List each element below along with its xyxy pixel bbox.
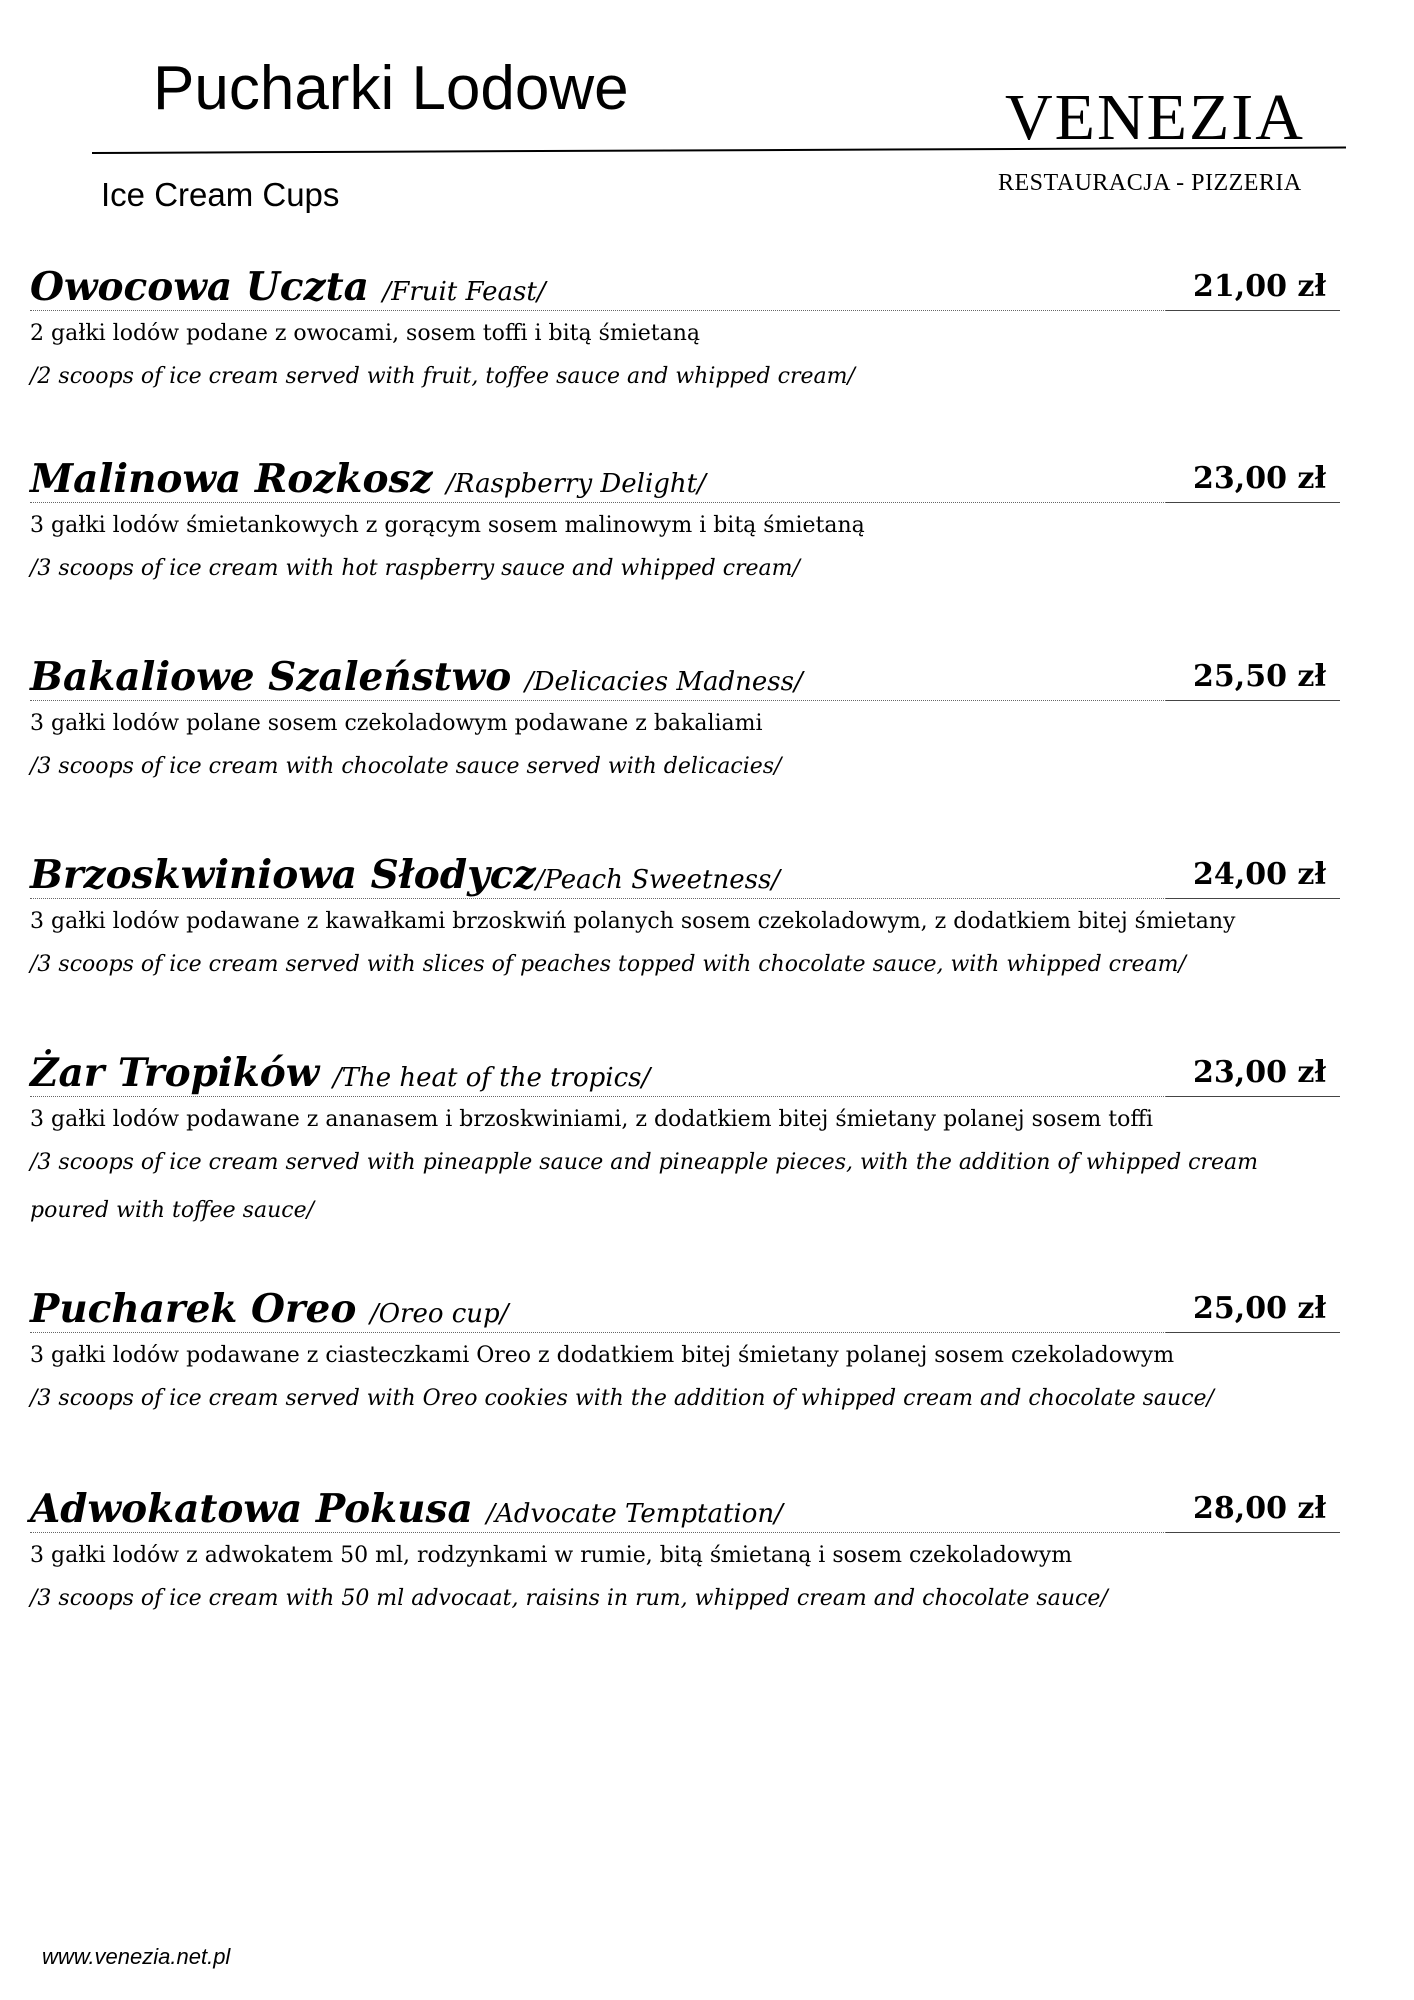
menu-item-header (30, 1484, 1340, 1533)
item-english-name: /Peach Sweetness/ (535, 865, 781, 896)
item-name-wrapper (30, 457, 706, 502)
item-description-pl: 3 gałki lodów śmietankowych z gorącym sosem malinowym i bitą śmietaną (30, 513, 865, 538)
footer-website-url: www.venezia.net.pl (42, 1944, 231, 1969)
price-underline (1166, 1332, 1340, 1333)
menu-item-adwokatowa-pokusa (30, 1484, 1340, 1623)
item-price: 25,00 zł (1193, 1291, 1326, 1326)
item-description-pl: 3 gałki lodów podawane z ciasteczkami Oreo z dodatkiem bitej śmietany polanej sosem czekoladowym (30, 1343, 1175, 1368)
item-english-name: /Oreo cup/ (369, 1299, 509, 1330)
item-name: Pucharek Oreo (30, 1286, 357, 1333)
item-description-en: /3 scoops of ice cream with 50 ml advocaat, raisins in rum, whipped cream and chocolate sauce/ (30, 1586, 1108, 1611)
item-english-name: /Delicacies Madness/ (524, 667, 803, 698)
item-name-wrapper (30, 1287, 508, 1332)
menu-item-header (30, 652, 1340, 701)
item-name-wrapper (30, 1051, 650, 1096)
item-price: 23,00 zł (1193, 461, 1326, 496)
item-price: 25,50 zł (1193, 659, 1326, 694)
price-underline (1166, 1532, 1340, 1533)
item-english-name: /Raspberry Delight/ (446, 469, 706, 500)
item-name-wrapper (30, 265, 546, 310)
item-description-en: /2 scoops of ice cream served with fruit, toffee sauce and whipped cream/ (30, 364, 855, 389)
page-subtitle: Ice Cream Cups (101, 176, 340, 213)
page-title: Pucharki Lodowe (153, 54, 629, 123)
item-price: 24,00 zł (1193, 857, 1326, 892)
menu-item-header (30, 1048, 1340, 1097)
item-english-name: /The heat of the tropics/ (332, 1063, 651, 1094)
item-english-name: /Advocate Temptation/ (486, 1499, 783, 1530)
item-description-pl: 2 gałki lodów podane z owocami, sosem toffi i bitą śmietaną (30, 321, 701, 346)
item-name: Owocowa Uczta (30, 264, 369, 311)
item-name-wrapper (30, 853, 780, 898)
price-underline (1166, 700, 1340, 701)
item-description-pl: 3 gałki lodów z adwokatem 50 ml, rodzynkami w rumie, bitą śmietaną i sosem czekoladowym (30, 1543, 1073, 1568)
item-price: 21,00 zł (1193, 269, 1326, 304)
item-description-en: /3 scoops of ice cream with hot raspberry sauce and whipped cream/ (30, 556, 800, 581)
menu-item-bakaliowe-szalenstwo (30, 652, 1340, 791)
price-underline (1166, 502, 1340, 503)
item-name: Bakaliowe Szaleństwo (30, 654, 512, 701)
menu-item-pucharek-oreo (30, 1284, 1340, 1423)
item-description-pl: 3 gałki lodów polane sosem czekoladowym podawane z bakaliami (30, 711, 763, 736)
menu-item-brzoskwiniowa-slodycz (30, 850, 1340, 989)
brand-tagline: RESTAURACJA - PIZZERIA (998, 170, 1302, 196)
item-name: Żar Tropików (30, 1050, 320, 1097)
item-name-wrapper (30, 655, 803, 700)
item-name: Brzoskwiniowa Słodycz (30, 852, 536, 899)
menu-item-owocowa-uczta (30, 262, 1340, 401)
item-description-en: /3 scoops of ice cream served with pineapple sauce and pineapple pieces, with the addition of whipped cream poured with toffee sauce/ (30, 1150, 1258, 1223)
item-name: Malinowa Rozkosz (30, 456, 433, 503)
menu-item-malinowa-rozkosz (30, 454, 1340, 593)
item-price: 28,00 zł (1193, 1491, 1326, 1526)
menu-item-header (30, 262, 1340, 311)
item-description-pl: 3 gałki lodów podawane z ananasem i brzoskwiniami, z dodatkiem bitej śmietany polanej sosem toffi (30, 1107, 1154, 1132)
menu-item-header (30, 454, 1340, 503)
item-description-en: /3 scoops of ice cream served with Oreo cookies with the addition of whipped cream and chocolate sauce/ (30, 1386, 1214, 1411)
price-underline (1166, 1096, 1340, 1097)
item-description-en: /3 scoops of ice cream served with slices of peaches topped with chocolate sauce, with whipped cream/ (30, 952, 1186, 977)
price-underline (1166, 898, 1340, 899)
item-english-name: /Fruit Feast/ (382, 277, 546, 308)
menu-item-header (30, 1284, 1340, 1333)
item-name-wrapper (30, 1487, 783, 1532)
brand-name: VENEZIA (1005, 81, 1305, 154)
menu-item-zar-tropikow (30, 1048, 1340, 1235)
item-description-en: /3 scoops of ice cream with chocolate sauce served with delicacies/ (30, 754, 782, 779)
price-underline (1166, 310, 1340, 311)
item-description-pl: 3 gałki lodów podawane z kawałkami brzoskwiń polanych sosem czekoladowym, z dodatkiem bitej śmietany (30, 909, 1236, 934)
item-price: 23,00 zł (1193, 1055, 1326, 1090)
menu-item-header (30, 850, 1340, 899)
item-name: Adwokatowa Pokusa (30, 1486, 473, 1533)
